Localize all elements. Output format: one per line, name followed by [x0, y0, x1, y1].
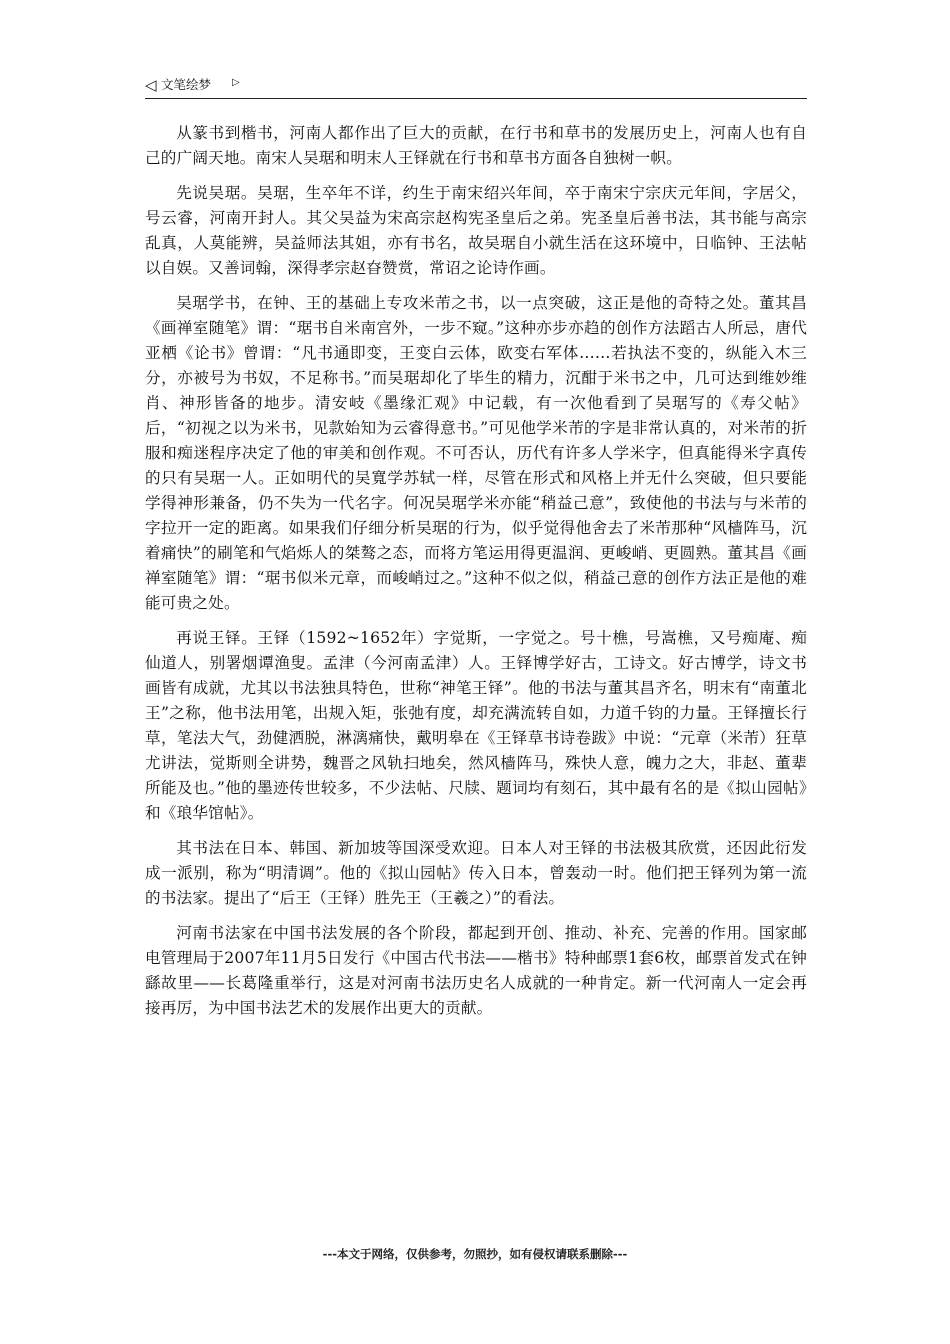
header-title: 文笔绘梦	[161, 77, 212, 92]
triangle-right-icon: ▷	[232, 77, 240, 88]
paragraph: 先说吴琚。吴琚，生卒年不详，约生于南宋绍兴年间，卒于南宋宁宗庆元年间，字居父，号云睿，河南开封人。其父吴益为宋高宗赵构宪圣皇后之弟。宪圣皇后善书法，其书能与高宗乱真，人莫能辨，吴益师法其姐，亦有书名，故吴琚自小就生活在这环境中，日临钟、王法帖以自娱。又善词翰，深得孝宗赵昚赞赏，常诏之论诗作画。	[145, 184, 807, 277]
paragraph: 从篆书到楷书，河南人都作出了巨大的贡献，在行书和草书的发展历史上，河南人也有自己的广阔天地。南宋人吴琚和明末人王铎就在行书和草书方面各自独树一帜。	[145, 124, 807, 167]
paragraph: 吴琚学书，在钟、王的基础上专攻米芾之书，以一点突破，这正是他的奇特之处。董其昌《画禅室随笔》谓：“琚书自米南宫外，一步不窥。”这种亦步亦趋的创作方法蹈古人所忌，唐代亚栖《论书》曾谓：“凡书通即变，王变白云体，欧变右军体……若执法不变的，纵能入木三分，亦被号为书奴，不足称书。”而吴琚却化了毕生的精力，沉酣于米书之中，几可达到维妙维肖、神形皆备的地步。清安岐《墨缘汇观》中记载，有一次他看到了吴琚写的《寿父帖》后，“初视之以为米书，见款始知为云睿得意书。”可见他学米芾的字是非常认真的，对米芾的折服和痴迷程序决定了他的审美和创作观。不可否认，历代有许多人学米字，但真能得米字真传的只有吴琚一人。正如明代的吴寬学苏轼一样，尽管在形式和风格上并无什么突破，但只要能学得神形兼备，仍不失为一代名字。何况吴琚学米亦能“稍益己意”，致使他的书法与与米芾的字拉开一定的距离。如果我们仔细分析吴琚的行为，似乎觉得他舍去了米芾那种“风樯阵马，沉着痛快”的刷笔和气焰烁人的桀骜之态，而将方笔运用得更温润、更峻峭、更圆熟。董其昌《画禅室随笔》谓：“琚书似米元章，而峻峭过之。”这种不似之似，稍益己意的创作方法正是他的难能可贵之处。	[145, 294, 807, 612]
paragraph: 再说王铎。王铎（1592~1652年）字觉斯，一字觉之。号十樵，号嵩樵，又号痴庵、痴仙道人，别署烟谭渔叟。孟津（今河南孟津）人。王铎博学好古，工诗文。好古博学，诗文书画皆有成就，尤其以书法独具特色，世称“神笔王铎”。他的书法与董其昌齐名，明末有“南董北王”之称，他书法用笔，出规入矩，张弛有度，却充满流转自如，力道千钧的力量。王铎擅长行草，笔法大气，劲健洒脱，淋漓痛快，戴明皋在《王铎草书诗卷跋》中说：“元章（米芾）狂草尤讲法，觉斯则全讲势，魏晋之风轨扫地矣，然风樯阵马，殊快人意，魄力之大，非赵、董辈所能及也。”他的墨迹传世较多，不少法帖、尺牍、题词均有刻石，其中最有名的是《拟山园帖》和《琅华馆帖》。	[145, 629, 807, 822]
triangle-left-icon: ◁	[145, 76, 157, 94]
paragraph: 其书法在日本、韩国、新加坡等国深受欢迎。日本人对王铎的书法极其欣赏，还因此衍发成一派别，称为“明清调”。他的《拟山园帖》传入日本，曾轰动一时。他们把王铎列为第一流的书法家。提出了“后王（王铎）胜先王（王羲之）”的看法。	[145, 839, 807, 907]
paragraph: 河南书法家在中国书法发展的各个阶段，都起到开创、推动、补充、完善的作用。国家邮电管理局于2007年11月5日发行《中国古代书法——楷书》特种邮票1套6枚，邮票首发式在钟繇故里——长葛隆重举行，这是对河南书法历史名人成就的一种肯定。新一代河南人一定会再接再厉，为中国书法艺术的发展作出更大的贡献。	[145, 924, 807, 1017]
page-header	[145, 76, 807, 99]
article-body	[145, 121, 807, 1031]
footer-notice: ---本文于网络，仅供参考，勿照抄，如有侵权请联系删除---	[322, 1247, 628, 1261]
